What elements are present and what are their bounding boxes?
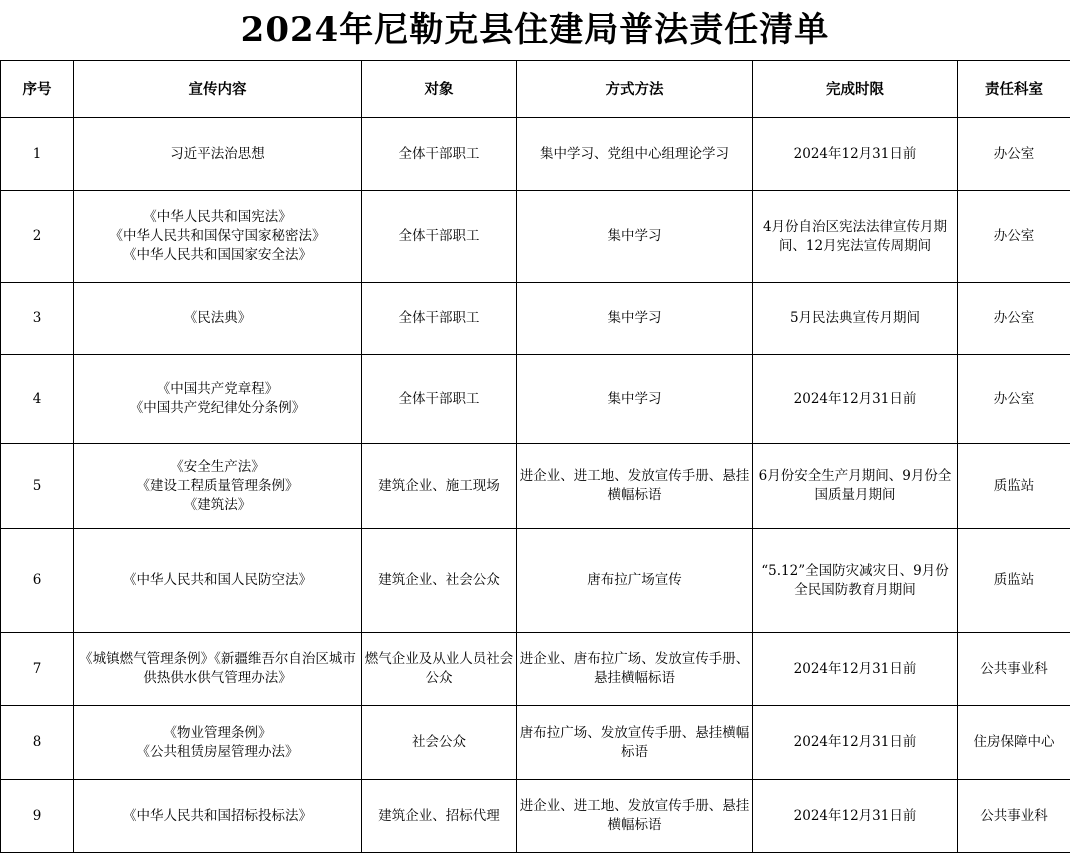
deadline-cell xyxy=(753,444,958,529)
table-row xyxy=(1,706,1070,780)
row-number: 2 xyxy=(1,191,74,283)
deadline-cell-text: 2024年12月31日前 xyxy=(755,733,955,752)
target-cell-text: 建筑企业、招标代理 xyxy=(364,807,514,826)
target-cell-text: 全体干部职工 xyxy=(364,227,514,246)
method-cell xyxy=(517,529,753,633)
table-row xyxy=(1,529,1070,633)
office-cell xyxy=(958,118,1070,191)
method-cell xyxy=(517,706,753,780)
content-line: 《建筑法》 xyxy=(76,496,359,515)
target-cell-text: 燃气企业及从业人员社会公众 xyxy=(364,650,514,688)
content-cell xyxy=(74,118,362,191)
office-cell xyxy=(958,633,1070,706)
office-cell-text: 质监站 xyxy=(960,571,1068,590)
office-cell-text: 办公室 xyxy=(960,309,1068,328)
header-target: 对象 xyxy=(362,61,517,118)
office-cell-text: 办公室 xyxy=(960,390,1068,409)
office-cell-text: 公共事业科 xyxy=(960,660,1068,679)
target-cell-text: 社会公众 xyxy=(364,733,514,752)
target-cell-text: 建筑企业、施工现场 xyxy=(364,477,514,496)
method-cell xyxy=(517,283,753,355)
target-cell xyxy=(362,118,517,191)
content-line: 《安全生产法》 xyxy=(76,458,359,477)
method-cell xyxy=(517,191,753,283)
deadline-cell xyxy=(753,706,958,780)
content-line: 《中华人民共和国人民防空法》 xyxy=(76,571,359,590)
target-cell-text: 全体干部职工 xyxy=(364,145,514,164)
table-row xyxy=(1,118,1070,191)
row-number: 5 xyxy=(1,444,74,529)
row-number: 6 xyxy=(1,529,74,633)
method-cell xyxy=(517,633,753,706)
table-row xyxy=(1,780,1070,853)
header-deadline: 完成时限 xyxy=(753,61,958,118)
office-cell xyxy=(958,444,1070,529)
office-cell-text: 公共事业科 xyxy=(960,807,1068,826)
deadline-cell xyxy=(753,780,958,853)
content-cell xyxy=(74,444,362,529)
method-cell-text: 唐布拉广场、发放宣传手册、悬挂横幅标语 xyxy=(519,724,750,762)
content-line: 《中华人民共和国国家安全法》 xyxy=(76,246,359,265)
content-cell xyxy=(74,283,362,355)
deadline-cell-text: 2024年12月31日前 xyxy=(755,145,955,164)
method-cell xyxy=(517,355,753,444)
office-cell xyxy=(958,191,1070,283)
table-row xyxy=(1,355,1070,444)
content-line: 《物业管理条例》 xyxy=(76,724,359,743)
responsibility-table xyxy=(0,60,1070,853)
method-cell xyxy=(517,780,753,853)
method-cell-text: 进企业、唐布拉广场、发放宣传手册、悬挂横幅标语 xyxy=(519,650,750,688)
content-line: 《中华人民共和国宪法》 xyxy=(76,208,359,227)
row-number: 9 xyxy=(1,780,74,853)
deadline-cell-text: “5.12”全国防灾减灾日、9月份全民国防教育月期间 xyxy=(755,562,955,600)
target-cell xyxy=(362,529,517,633)
row-number: 3 xyxy=(1,283,74,355)
method-cell xyxy=(517,444,753,529)
target-cell xyxy=(362,780,517,853)
method-cell-text: 集中学习、党组中心组理论学习 xyxy=(519,145,750,164)
content-line: 《中国共产党章程》 xyxy=(76,380,359,399)
deadline-cell-text: 2024年12月31日前 xyxy=(755,807,955,826)
target-cell-text: 建筑企业、社会公众 xyxy=(364,571,514,590)
table-row xyxy=(1,444,1070,529)
office-cell xyxy=(958,706,1070,780)
content-cell xyxy=(74,706,362,780)
method-cell-text: 集中学习 xyxy=(519,227,750,246)
content-line: 《公共租赁房屋管理办法》 xyxy=(76,743,359,762)
header-method: 方式方法 xyxy=(517,61,753,118)
method-cell-text: 进企业、进工地、发放宣传手册、悬挂横幅标语 xyxy=(519,797,750,835)
row-number: 1 xyxy=(1,118,74,191)
target-cell xyxy=(362,283,517,355)
deadline-cell xyxy=(753,118,958,191)
content-cell xyxy=(74,355,362,444)
target-cell-text: 全体干部职工 xyxy=(364,390,514,409)
table-row xyxy=(1,283,1070,355)
row-number: 7 xyxy=(1,633,74,706)
content-line: 《中华人民共和国招标投标法》 xyxy=(76,807,359,826)
method-cell-text: 唐布拉广场宣传 xyxy=(519,571,750,590)
header-content: 宣传内容 xyxy=(74,61,362,118)
method-cell-text: 进企业、进工地、发放宣传手册、悬挂横幅标语 xyxy=(519,467,750,505)
office-cell xyxy=(958,283,1070,355)
content-line: 《建设工程质量管理条例》 xyxy=(76,477,359,496)
method-cell xyxy=(517,118,753,191)
method-cell-text: 集中学习 xyxy=(519,309,750,328)
table-row xyxy=(1,633,1070,706)
method-cell-text: 集中学习 xyxy=(519,390,750,409)
row-number: 4 xyxy=(1,355,74,444)
office-cell-text: 住房保障中心 xyxy=(960,733,1068,752)
deadline-cell-text: 4月份自治区宪法法律宣传月期间、12月宪法宣传周期间 xyxy=(755,218,955,256)
content-line: 《中华人民共和国保守国家秘密法》 xyxy=(76,227,359,246)
target-cell xyxy=(362,706,517,780)
office-cell xyxy=(958,529,1070,633)
content-line: 习近平法治思想 xyxy=(76,145,359,164)
content-line: 《中国共产党纪律处分条例》 xyxy=(76,399,359,418)
deadline-cell xyxy=(753,633,958,706)
page-title: 2024年尼勒克县住建局普法责任清单 xyxy=(0,0,1070,60)
deadline-cell-text: 2024年12月31日前 xyxy=(755,660,955,679)
table-row xyxy=(1,191,1070,283)
table-header-row xyxy=(1,61,1070,118)
office-cell xyxy=(958,355,1070,444)
deadline-cell xyxy=(753,529,958,633)
deadline-cell-text: 6月份安全生产月期间、9月份全国质量月期间 xyxy=(755,467,955,505)
content-cell xyxy=(74,191,362,283)
target-cell xyxy=(362,355,517,444)
content-cell xyxy=(74,780,362,853)
deadline-cell xyxy=(753,283,958,355)
row-number: 8 xyxy=(1,706,74,780)
content-line: 《城镇燃气管理条例》《新疆维吾尔自治区城市供热供水供气管理办法》 xyxy=(76,650,359,688)
header-no: 序号 xyxy=(1,61,74,118)
content-cell xyxy=(74,633,362,706)
office-cell-text: 办公室 xyxy=(960,145,1068,164)
office-cell xyxy=(958,780,1070,853)
table-body xyxy=(1,118,1070,853)
target-cell xyxy=(362,191,517,283)
target-cell xyxy=(362,633,517,706)
office-cell-text: 办公室 xyxy=(960,227,1068,246)
target-cell-text: 全体干部职工 xyxy=(364,309,514,328)
target-cell xyxy=(362,444,517,529)
content-line: 《民法典》 xyxy=(76,309,359,328)
header-office: 责任科室 xyxy=(958,61,1070,118)
deadline-cell-text: 2024年12月31日前 xyxy=(755,390,955,409)
deadline-cell xyxy=(753,191,958,283)
deadline-cell xyxy=(753,355,958,444)
deadline-cell-text: 5月民法典宣传月期间 xyxy=(755,309,955,328)
content-cell xyxy=(74,529,362,633)
office-cell-text: 质监站 xyxy=(960,477,1068,496)
